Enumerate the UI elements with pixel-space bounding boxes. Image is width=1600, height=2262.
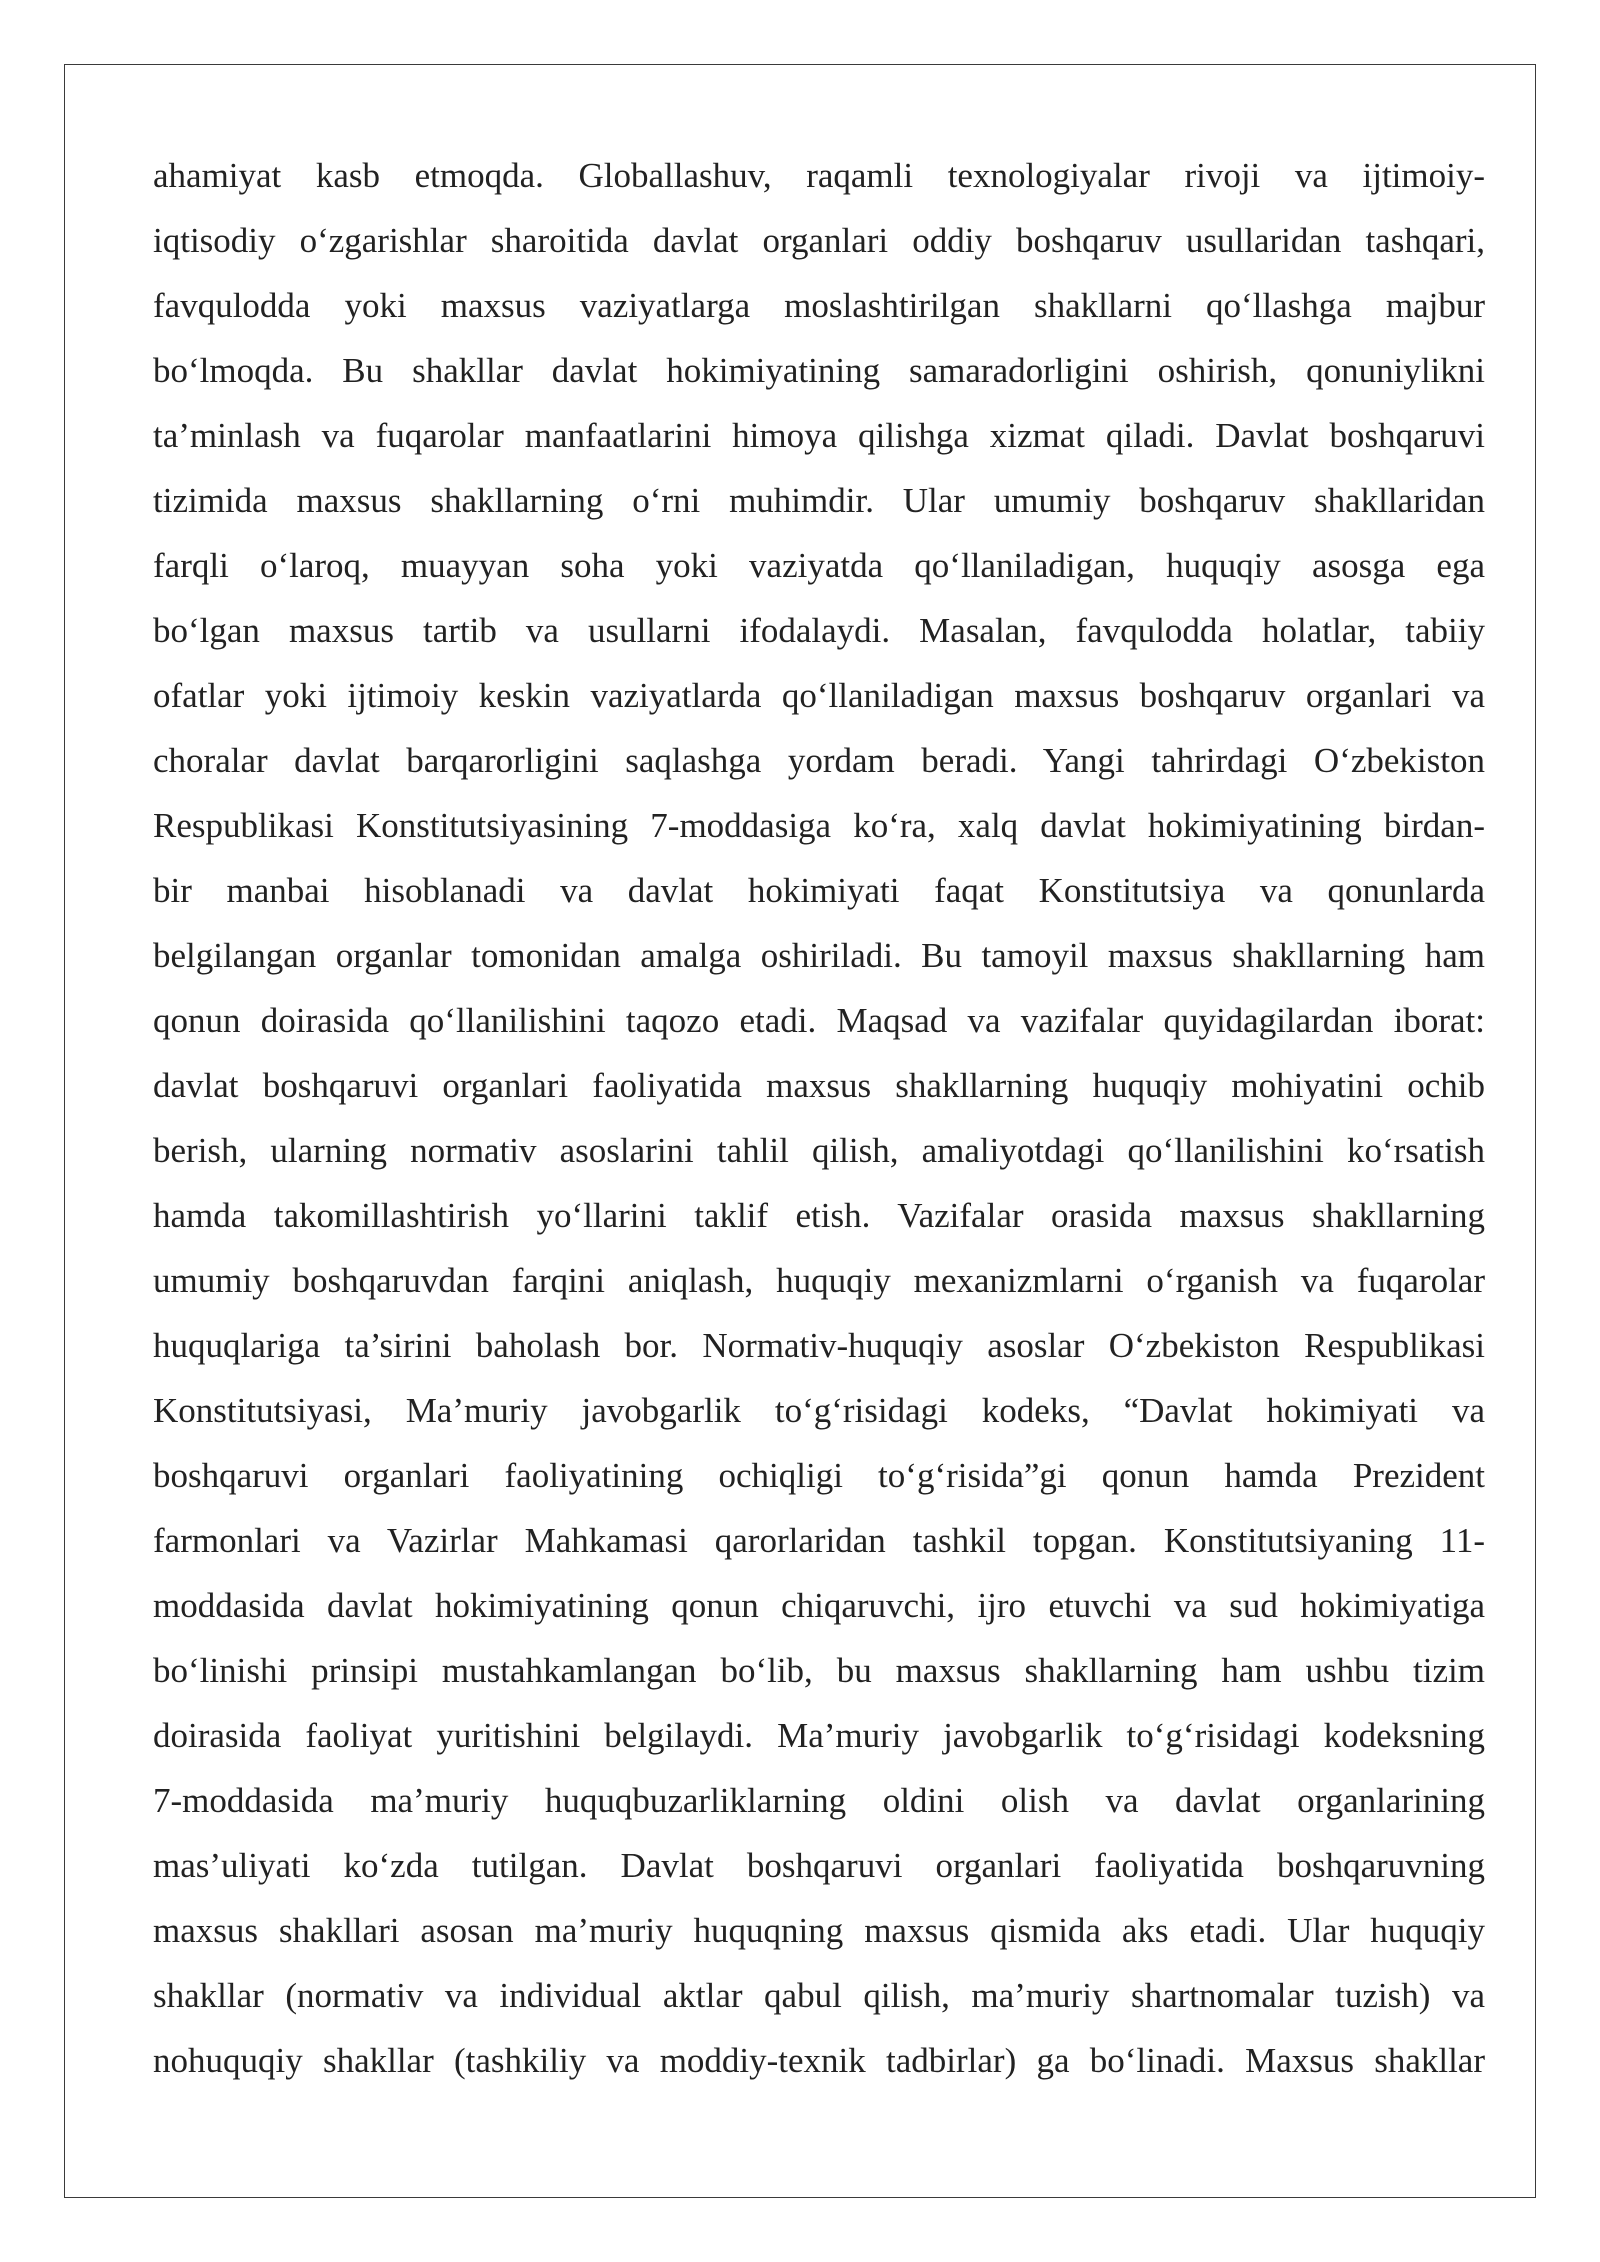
text-line: iqtisodiy o‘zgarishlar sharoitida davlat organlari oddiy boshqaruv usullaridan tashqari,: [153, 221, 1485, 260]
text-line: Konstitutsiyasi, Ma’muriy javobgarlik to‘g‘risidagi kodeks, “Davlat hokimiyati va: [153, 1391, 1485, 1430]
text-line: ta’minlash va fuqarolar manfaatlarini himoya qilishga xizmat qiladi. Davlat boshqaruvi: [153, 416, 1485, 455]
text-line: qonun doirasida qo‘llanilishini taqozo etadi. Maqsad va vazifalar quyidagilardan iborat:: [153, 1001, 1485, 1040]
text-line: favqulodda yoki maxsus vaziyatlarga moslashtirilgan shakllarni qo‘llashga majbur: [153, 286, 1485, 325]
text-line: ahamiyat kasb etmoqda. Globallashuv, raqamli texnologiyalar rivoji va ijtimoiy-: [153, 156, 1485, 195]
text-line: ofatlar yoki ijtimoiy keskin vaziyatlarda qo‘llaniladigan maxsus boshqaruv organlari va: [153, 676, 1485, 715]
text-line: farmonlari va Vazirlar Mahkamasi qarorlaridan tashkil topgan. Konstitutsiyaning 11-: [153, 1521, 1485, 1560]
text-line: hamda takomillashtirish yo‘llarini taklif etish. Vazifalar orasida maxsus shakllarning: [153, 1196, 1485, 1235]
text-line: davlat boshqaruvi organlari faoliyatida maxsus shakllarning huquqiy mohiyatini ochib: [153, 1066, 1485, 1105]
text-line: maxsus shakllari asosan ma’muriy huquqning maxsus qismida aks etadi. Ular huquqiy: [153, 1911, 1485, 1950]
body-paragraph: [153, 146, 1485, 2096]
text-line: farqli o‘laroq, muayyan soha yoki vaziyatda qo‘llaniladigan, huquqiy asosga ega: [153, 546, 1485, 585]
text-line: mas’uliyati ko‘zda tutilgan. Davlat boshqaruvi organlari faoliyatida boshqaruvning: [153, 1846, 1485, 1885]
text-line: berish, ularning normativ asoslarini tahlil qilish, amaliyotdagi qo‘llanilishini ko‘rsatish: [153, 1131, 1485, 1170]
text-line: doirasida faoliyat yuritishini belgilaydi. Ma’muriy javobgarlik to‘g‘risidagi kodeksning: [153, 1716, 1485, 1755]
text-line: nohuquqiy shakllar (tashkiliy va moddiy-texnik tadbirlar) ga bo‘linadi. Maxsus shakllar: [153, 2041, 1485, 2080]
text-line: huquqlariga ta’sirini baholash bor. Normativ-huquqiy asoslar O‘zbekiston Respublikasi: [153, 1326, 1485, 1365]
text-line: tizimida maxsus shakllarning o‘rni muhimdir. Ular umumiy boshqaruv shakllaridan: [153, 481, 1485, 520]
text-line: bo‘linishi prinsipi mustahkamlangan bo‘lib, bu maxsus shakllarning ham ushbu tizim: [153, 1651, 1485, 1690]
text-line: boshqaruvi organlari faoliyatining ochiqligi to‘g‘risida”gi qonun hamda Prezident: [153, 1456, 1485, 1495]
text-line: umumiy boshqaruvdan farqini aniqlash, huquqiy mexanizmlarni o‘rganish va fuqarolar: [153, 1261, 1485, 1300]
text-line: choralar davlat barqarorligini saqlashga yordam beradi. Yangi tahrirdagi O‘zbekiston: [153, 741, 1485, 780]
text-line: moddasida davlat hokimiyatining qonun chiqaruvchi, ijro etuvchi va sud hokimiyatiga: [153, 1586, 1485, 1625]
text-line: bo‘lgan maxsus tartib va usullarni ifodalaydi. Masalan, favqulodda holatlar, tabiiy: [153, 611, 1485, 650]
text-line: bo‘lmoqda. Bu shakllar davlat hokimiyatining samaradorligini oshirish, qonuniylikni: [153, 351, 1485, 390]
text-line: Respublikasi Konstitutsiyasining 7-moddasiga ko‘ra, xalq davlat hokimiyatining birdan-: [153, 806, 1485, 845]
text-line: belgilangan organlar tomonidan amalga oshiriladi. Bu tamoyil maxsus shakllarning ham: [153, 936, 1485, 975]
text-line: 7-moddasida ma’muriy huquqbuzarliklarning oldini olish va davlat organlarining: [153, 1781, 1485, 1820]
text-line: shakllar (normativ va individual aktlar qabul qilish, ma’muriy shartnomalar tuzish) va: [153, 1976, 1485, 2015]
text-line: bir manbai hisoblanadi va davlat hokimiyati faqat Konstitutsiya va qonunlarda: [153, 871, 1485, 910]
